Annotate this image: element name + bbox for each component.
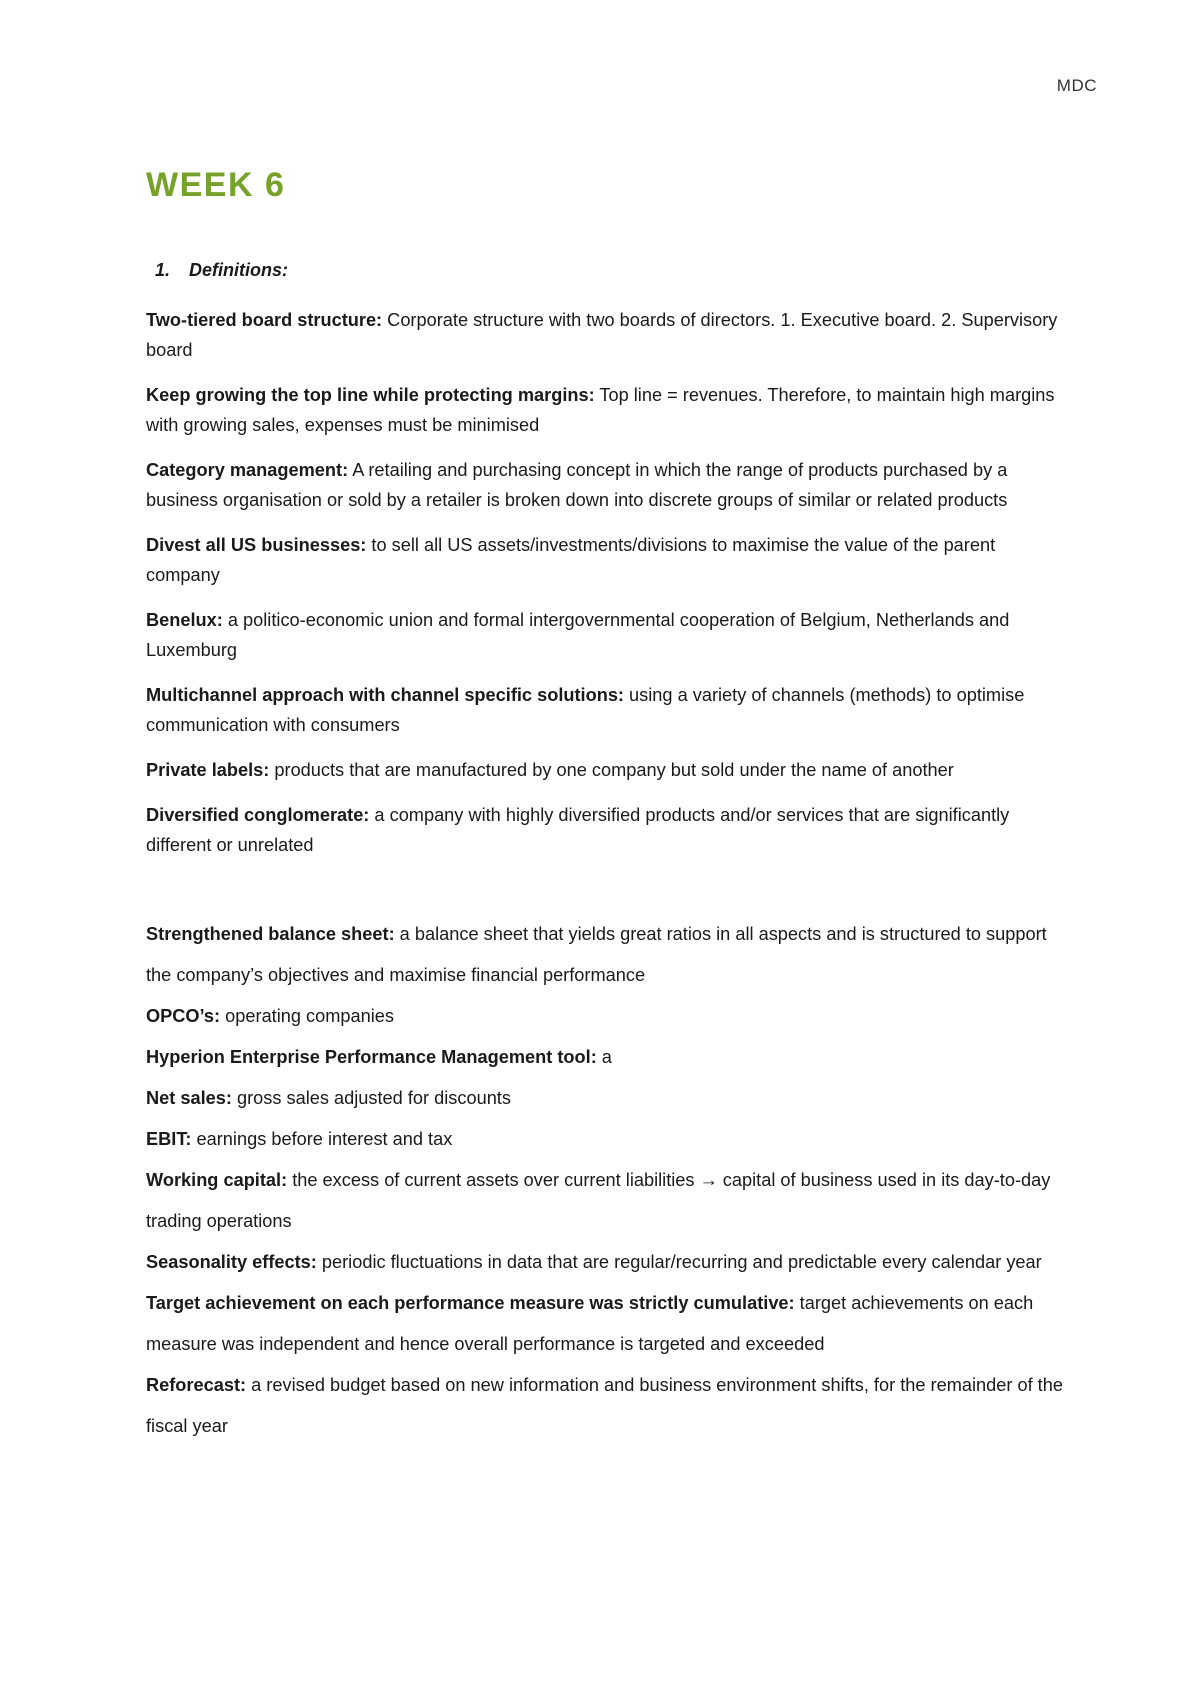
definition-text: a revised budget based on new information and business environment shifts, for the remainder of the fiscal year [146, 1375, 1063, 1436]
definition-item [146, 1242, 1066, 1283]
section-number: 1. [155, 260, 171, 280]
definition-text: the excess of current assets over current liabilities → capital of business used in its day-to-day trading operations [146, 1170, 1051, 1231]
definition-item [146, 380, 1066, 440]
section-label: Definitions: [189, 260, 288, 280]
definition-text: a [596, 1047, 612, 1067]
definition-text: a balance sheet that yields great ratios in all aspects and is structured to support the company’s objectives and maximise financial performance [146, 924, 1047, 985]
definition-term: Two-tiered board structure: [146, 310, 383, 330]
header-initials: MDC [1056, 76, 1097, 95]
definition-text: gross sales adjusted for discounts [231, 1088, 511, 1108]
definition-item [146, 305, 1066, 365]
definition-text: target achievements on each measure was independent and hence overall performance is targeted and exceeded [146, 1293, 1034, 1354]
definition-item [146, 530, 1066, 590]
definition-text: using a variety of channels (methods) to optimise communication with consumers [146, 685, 1025, 735]
definition-item [146, 800, 1066, 860]
definition-item [146, 680, 1066, 740]
definition-text: products that are manufactured by one company but sold under the name of another [269, 760, 954, 780]
definition-term: OPCO’s: [146, 1006, 221, 1026]
definition-term: Hyperion Enterprise Performance Management tool: [146, 1047, 597, 1067]
definition-term: Keep growing the top line while protecting margins: [146, 385, 595, 405]
definition-item [146, 914, 1066, 996]
definition-term: Target achievement on each performance measure was strictly cumulative: [146, 1293, 795, 1313]
definitions-list-part2 [146, 914, 1066, 1447]
definition-text: periodic fluctuations in data that are regular/recurring and predictable every calendar year [316, 1252, 1042, 1272]
definition-text: A retailing and purchasing concept in which the range of products purchased by a business organisation or sold by a retailer is broken down into discrete groups of similar or related products [146, 460, 1008, 510]
definition-term: Net sales: [146, 1088, 232, 1108]
definition-text: earnings before interest and tax [191, 1129, 453, 1149]
definition-item [146, 1283, 1066, 1365]
definition-text: a company with highly diversified products and/or services that are significantly different or unrelated [146, 805, 1010, 855]
page-title: WEEK 6 [146, 166, 286, 204]
definition-item [146, 996, 1066, 1037]
definition-item [146, 455, 1066, 515]
definition-term: Seasonality effects: [146, 1252, 317, 1272]
definition-term: Multichannel approach with channel specific solutions: [146, 685, 624, 705]
definition-term: Working capital: [146, 1170, 288, 1190]
definition-text: Corporate structure with two boards of directors. 1. Executive board. 2. Supervisory board [146, 310, 1058, 360]
definition-item [146, 1078, 1066, 1119]
definition-item [146, 1119, 1066, 1160]
definition-text: operating companies [220, 1006, 395, 1026]
definition-item [146, 605, 1066, 665]
definition-term: Benelux: [146, 610, 223, 630]
definition-item [146, 1037, 1066, 1078]
definition-item [146, 755, 1066, 785]
definition-item [146, 1365, 1066, 1447]
section-heading [155, 260, 288, 281]
definitions-list-part1 [146, 305, 1066, 875]
definition-term: Private labels: [146, 760, 270, 780]
definition-term: Divest all US businesses: [146, 535, 367, 555]
definition-item [146, 1160, 1066, 1242]
definition-text: a politico-economic union and formal intergovernmental cooperation of Belgium, Netherlands and Luxemburg [146, 610, 1010, 660]
definition-term: Reforecast: [146, 1375, 247, 1395]
definition-term: Diversified conglomerate: [146, 805, 370, 825]
definition-term: Category management: [146, 460, 349, 480]
definition-term: Strengthened balance sheet: [146, 924, 395, 944]
definition-term: EBIT: [146, 1129, 192, 1149]
definition-text: to sell all US assets/investments/divisions to maximise the value of the parent company [146, 535, 996, 585]
definition-text: Top line = revenues. Therefore, to maintain high margins with growing sales, expenses must be minimised [146, 385, 1055, 435]
